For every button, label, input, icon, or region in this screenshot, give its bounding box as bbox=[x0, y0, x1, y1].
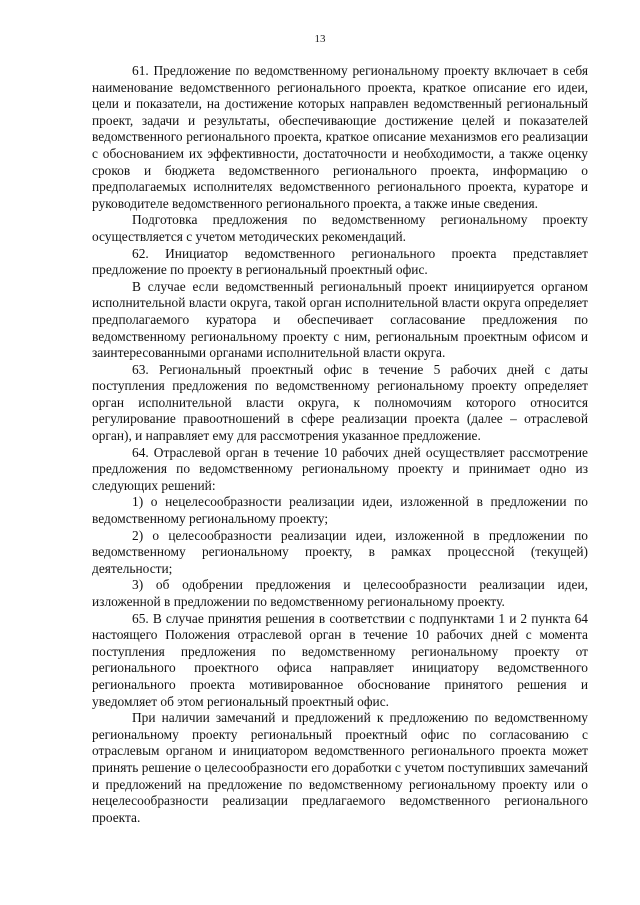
paragraph-64-item-1: 1) о нецелесообразности реализации идеи, изложенной в предложении по ведомственному региональному проекту; bbox=[92, 494, 588, 527]
paragraph-64: 64. Отраслевой орган в течение 10 рабочих дней осуществляет рассмотрение предложения по ведомственному региональному проекту и принимает одно из следующих решений: bbox=[92, 444, 588, 493]
paragraph-64-item-3: 3) об одобрении предложения и целесообразности реализации идеи, изложенной в предложении по ведомственному региональному проекту. bbox=[92, 577, 588, 609]
paragraph-61-preparation: Подготовка предложения по ведомственному региональному проекту осуществляется с учетом методических рекомендаций. bbox=[92, 212, 588, 244]
document-body bbox=[92, 63, 588, 826]
paragraph-65-remarks: При наличии замечаний и предложений к предложению по ведомственному региональному проекту региональный проектный офис по согласованию с отраслевым органом и инициатором ведомственного регионального проекта может принять решение о целесообразности его доработки с учетом поступивших замечаний и предложений на предложение по ведомственному региональному проекту или о нецелесообразности реализации предлагаемого ведомственного регионального проекта. bbox=[92, 710, 588, 825]
paragraph-62-case: В случае если ведомственный региональный проект инициируется органом исполнительной власти округа, такой орган исполнительной власти округа определяет предполагаемого куратора и обеспечивает согласование предложения по ведомственному региональному проекту с ним, региональным проектным офисом и заинтересованными органами исполнительной власти округа. bbox=[92, 278, 588, 361]
paragraph-62: 62. Инициатор ведомственного регионального проекта представляет предложение по проекту в региональный проектный офис. bbox=[92, 245, 588, 278]
page-number: 13 bbox=[314, 33, 326, 45]
paragraph-63: 63. Региональный проектный офис в течение 5 рабочих дней с даты поступления предложения по ведомственному региональному проекту определяет орган исполнительной власти округа, к полномочиям которого относится регулирование правоотношений в сфере реализации проекта (далее – отраслевой орган), и направляет ему для рассмотрения указанное предложение. bbox=[92, 361, 588, 444]
paragraph-65: 65. В случае принятия решения в соответствии с подпунктами 1 и 2 пункта 64 настоящего Положения отраслевой орган в течение 10 рабочих дней с момента поступления предложения по ведомственному региональному проекту от регионального проектного офиса направляет инициатору ведомственного регионального проекта мотивированное обоснование принятого решения и уведомляет об этом региональный проектный офис. bbox=[92, 610, 588, 709]
paragraph-61: 61. Предложение по ведомственному региональному проекту включает в себя наименование ведомственного регионального проекта, краткое описание его идеи, цели и показатели, на достижение которых направлен ведомственный региональный проект, задачи и результаты, обеспечивающие достижение целей и показателей ведомственного регионального проекта, краткое описание механизмов его реализации с обоснованием их эффективности, достаточности и необходимости, а также оценку сроков и бюджета ведомственного регионального проекта, информацию о предполагаемых исполнителях ведомственного регионального проекта, кураторе и руководителе ведомственного регионального проекта, а также иные сведения. bbox=[92, 63, 588, 211]
paragraph-64-item-2: 2) о целесообразности реализации идеи, изложенной в предложении по ведомственному региональному проекту, в рамках процессной (текущей) деятельности; bbox=[92, 527, 588, 576]
